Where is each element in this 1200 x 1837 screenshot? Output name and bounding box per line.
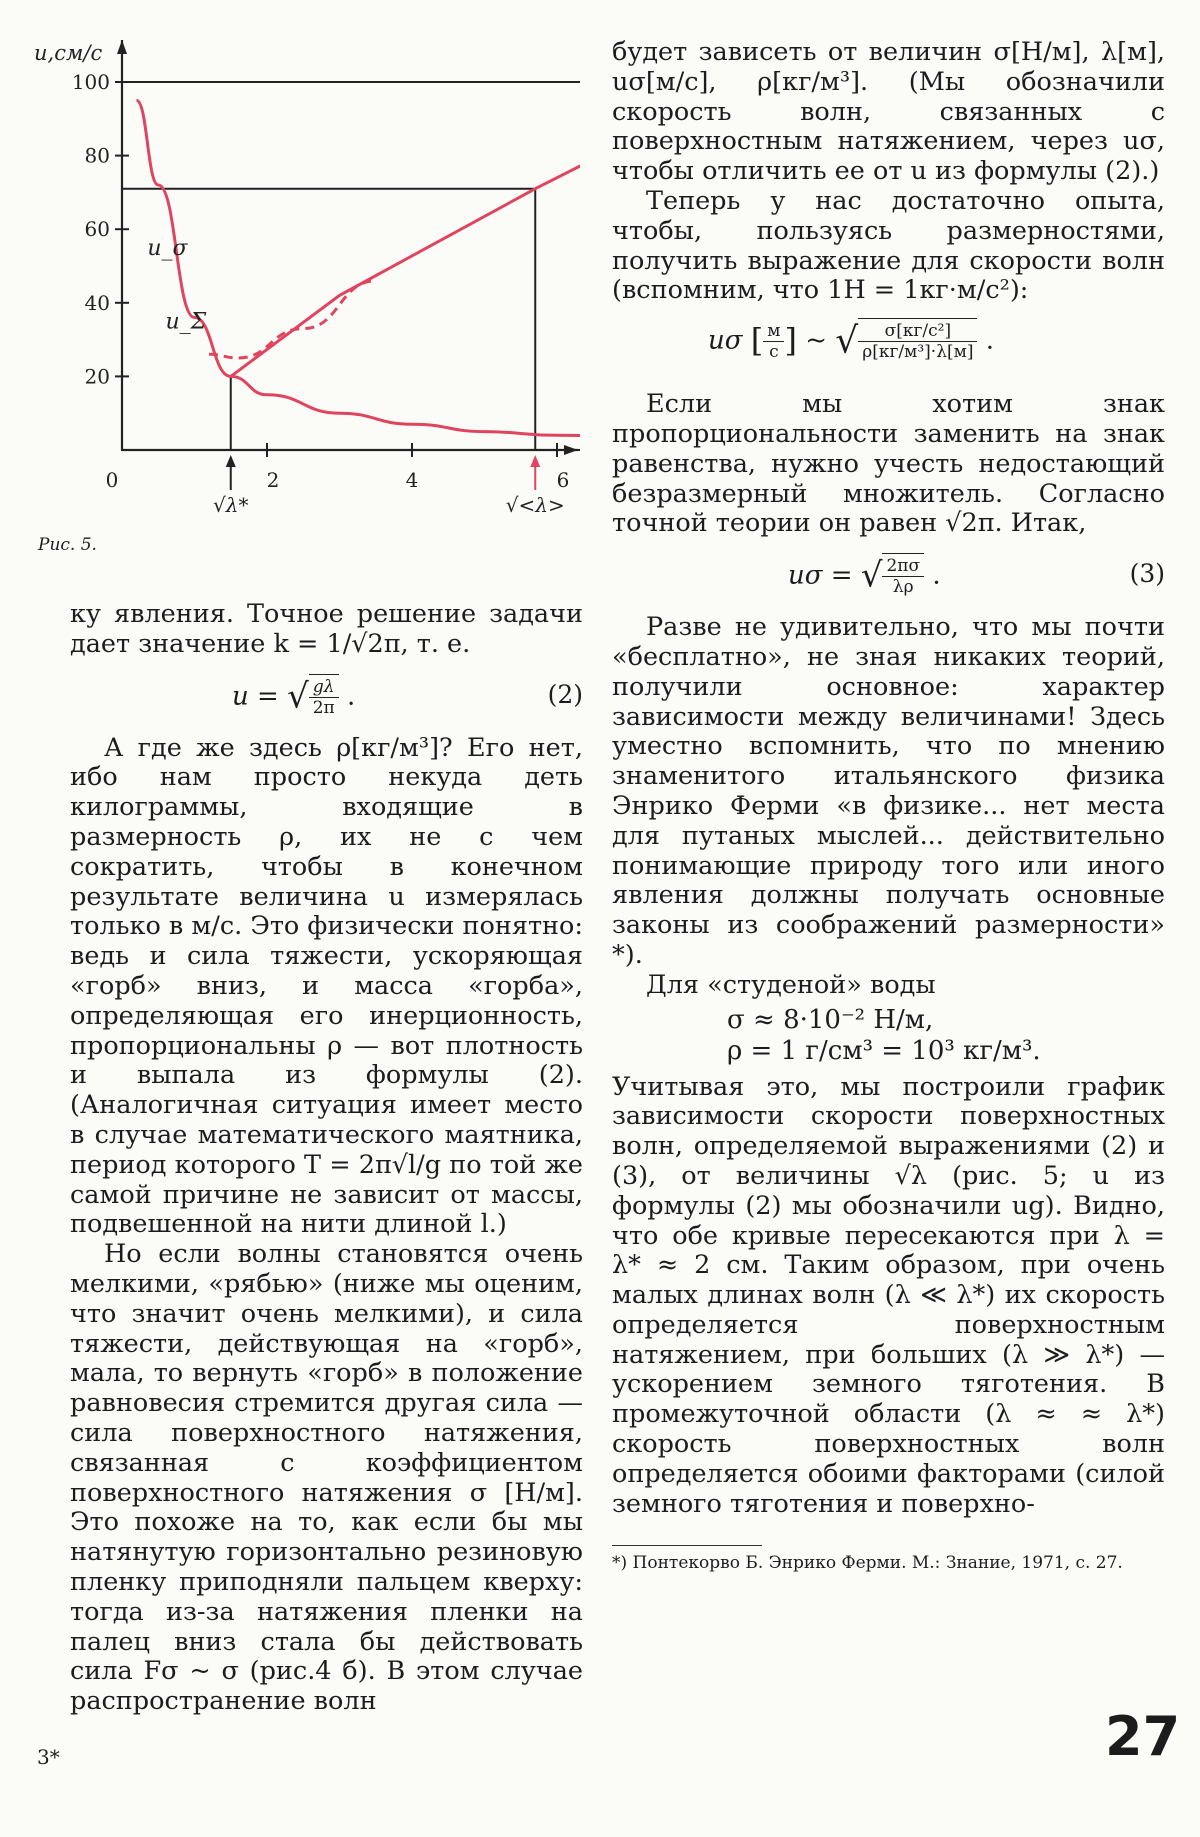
equation-3-number: (3) bbox=[1129, 559, 1165, 589]
page-number: 27 bbox=[1105, 1705, 1181, 1768]
figure-5-chart bbox=[0, 0, 580, 520]
y-tick-label: 80 bbox=[84, 143, 110, 168]
footnote-divider bbox=[612, 1545, 762, 1546]
series-u bbox=[209, 281, 376, 358]
right-paragraph-1: будет зависеть от величин σ[Н/м], λ[м], uσ[м/с], ρ[кг/м³]. (Мы обозначили скорость волн, связанных с поверхностным натяжением, через uσ, чтобы отличить ее от u из формулы (2).) bbox=[612, 37, 1165, 187]
dimension-formula-body: uσ [ $\frac{м}{с}$ ] ~ √ $\frac{\text{σ[кг/с²]}}{\text{ρ[кг/м³]·λ[м]}}$ . bbox=[708, 318, 994, 362]
equation-2-number: (2) bbox=[547, 679, 583, 709]
x-tick-label: 0 bbox=[105, 468, 119, 492]
y-axis-label: u,см/с bbox=[34, 41, 103, 65]
right-column bbox=[612, 38, 1165, 1574]
dimension-end: . bbox=[985, 325, 995, 356]
label-usigma: u_σ bbox=[147, 235, 188, 261]
y-tick-label: 20 bbox=[84, 364, 110, 389]
signature-mark: 3* bbox=[37, 1745, 60, 1769]
equation-3-lhs: uσ = bbox=[788, 560, 853, 591]
right-paragraph-6: Учитывая это, мы построили график зависимости скорости поверхностных волн, определяемой выражениями (2) и (3), от величины √λ (рис. 5; u из формулы (2) мы обозначили ug). Видно, что обе кривые пересекаются при λ = λ* ≈ 2 см. Таким образом, при очень малых длинах волн (λ ≪ λ*) их скорость определяется поверхностным натяжением, при больших (λ ≫ λ*) — ускорением земного тяготения. В промежуточной области (λ ≈ ≈ λ*) скорость поверхностных волн определяется обоими факторами (силой земного тяготения и поверхно- bbox=[612, 1071, 1165, 1519]
equation-3-formula: uσ = √ $\frac{2\pi\sigma}{\lambda\rho}$ . bbox=[788, 553, 941, 597]
x-tick-label: 6 bbox=[556, 468, 570, 492]
equation-3-numerator: 2πσ bbox=[882, 556, 924, 577]
y-axis-arrow bbox=[117, 40, 127, 54]
equation-2-numerator: gλ bbox=[309, 677, 339, 698]
right-paragraph-2: Теперь у нас достаточно опыта, чтобы, пользуясь размерностями, получить выражение для скорости волн (вспомним, что 1Н = 1кг·м/с²): bbox=[612, 185, 1165, 306]
equation-2-formula: u = √ $\frac{g\lambda}{2\pi}$ . bbox=[232, 674, 355, 718]
marker-label: √<λ> bbox=[505, 493, 565, 517]
equation-3-denominator: λρ bbox=[892, 577, 914, 598]
dimension-lhs: uσ bbox=[708, 325, 743, 356]
equation-2 bbox=[70, 666, 583, 728]
equation-2-lhs: u = bbox=[232, 681, 279, 712]
series-uσ bbox=[137, 100, 581, 442]
y-tick-label: 60 bbox=[84, 217, 110, 242]
label-usum: u_Σ bbox=[165, 309, 207, 335]
rho-value: ρ = 1 г/см³ = 10³ кг/м³. bbox=[727, 1035, 1041, 1066]
left-paragraph-1: ку явления. Точное решение задачи дает значение k = 1/√2π, т. е. bbox=[70, 599, 583, 659]
right-paragraph-5: Для «студеной» воды bbox=[646, 969, 936, 1000]
dimension-unit-num: м bbox=[763, 321, 784, 342]
right-paragraph-3: Если мы хотим знак пропорциональности заменить на знак равенства, нужно учесть недостающий безразмерный множитель. Согласно точной теории он равен √2π. Итак, bbox=[612, 389, 1165, 539]
y-tick-label: 40 bbox=[84, 290, 110, 315]
chart-layer bbox=[34, 40, 580, 517]
frame-100 bbox=[122, 82, 580, 450]
dimension-formula bbox=[612, 312, 1165, 384]
figure-caption: Рис. 5. bbox=[38, 535, 97, 555]
right-paragraph-4: Разве не удивительно, что мы почти «бесплатно», не зная никаких теорий, получили основное: характер зависимости между величинами! Здесь уместно вспомнить, что по мнению знаменитого итальянского физика Энрико Ферми «в физике... нет места для путаных мыслей... действительно понимающие природу того или иного явления должны получать основные законы из соображений размерности» *). bbox=[612, 612, 1165, 970]
x-tick-label: 2 bbox=[266, 468, 280, 492]
equation-3 bbox=[612, 545, 1165, 607]
dimension-denominator: ρ[кг/м³]·λ[м] bbox=[862, 342, 974, 363]
equation-2-denominator: 2π bbox=[312, 697, 335, 718]
x-tick-label: 4 bbox=[405, 468, 419, 492]
marker-label: √λ* bbox=[213, 493, 249, 517]
water-constants bbox=[612, 1005, 1165, 1067]
dimension-numerator: σ[кг/с²] bbox=[858, 321, 977, 342]
footnote: *) Понтекорво Б. Энрико Ферми. М.: Знание, 1971, с. 27. bbox=[612, 1553, 1123, 1574]
left-column bbox=[70, 600, 583, 1717]
dimension-unit-den: с bbox=[769, 342, 779, 363]
y-tick-label: 100 bbox=[71, 70, 110, 94]
left-paragraph-2: А где же здесь ρ[кг/м³]? Его нет, ибо нам просто некуда деть килограммы, входящие в размерность ρ, их не с чем сократить, чтобы в конечном результате величина u измерялась только в м/с. Это физически понятно: ведь и сила тяжести, ускоряющая «горб» вниз, и масса «горба», определяющая его инерционность, пропорциональны ρ — вот плотность и выпала из формулы (2). (Аналогичная ситуация имеет место в случае математического маятника, период которого T = 2π√l/g по той же самой причине не зависит от массы, подвешенной на нити длиной l.) bbox=[70, 732, 584, 1240]
dimension-sim: ~ bbox=[805, 325, 828, 356]
sigma-value: σ ≈ 8·10⁻² Н/м, bbox=[727, 1004, 934, 1035]
left-paragraph-3: Но если волны становятся очень мелкими, «рябью» (ниже мы оценим, что значит очень мелкими), и сила тяжести, действующая на «горб», мала, то вернуть «горб» в положение равновесия стремится другая сила — сила поверхностного натяжения, связанная с коэффициентом поверхностного натяжения σ [Н/м]. Это похоже на то, как если бы мы натянутую горизонтально резиновую пленку приподняли пальцем кверху: тогда из-за натяжения пленки на палец вниз стала бы действовать сила Fσ ~ σ (рис.4 б). В этом случае распространение волн bbox=[70, 1239, 583, 1717]
